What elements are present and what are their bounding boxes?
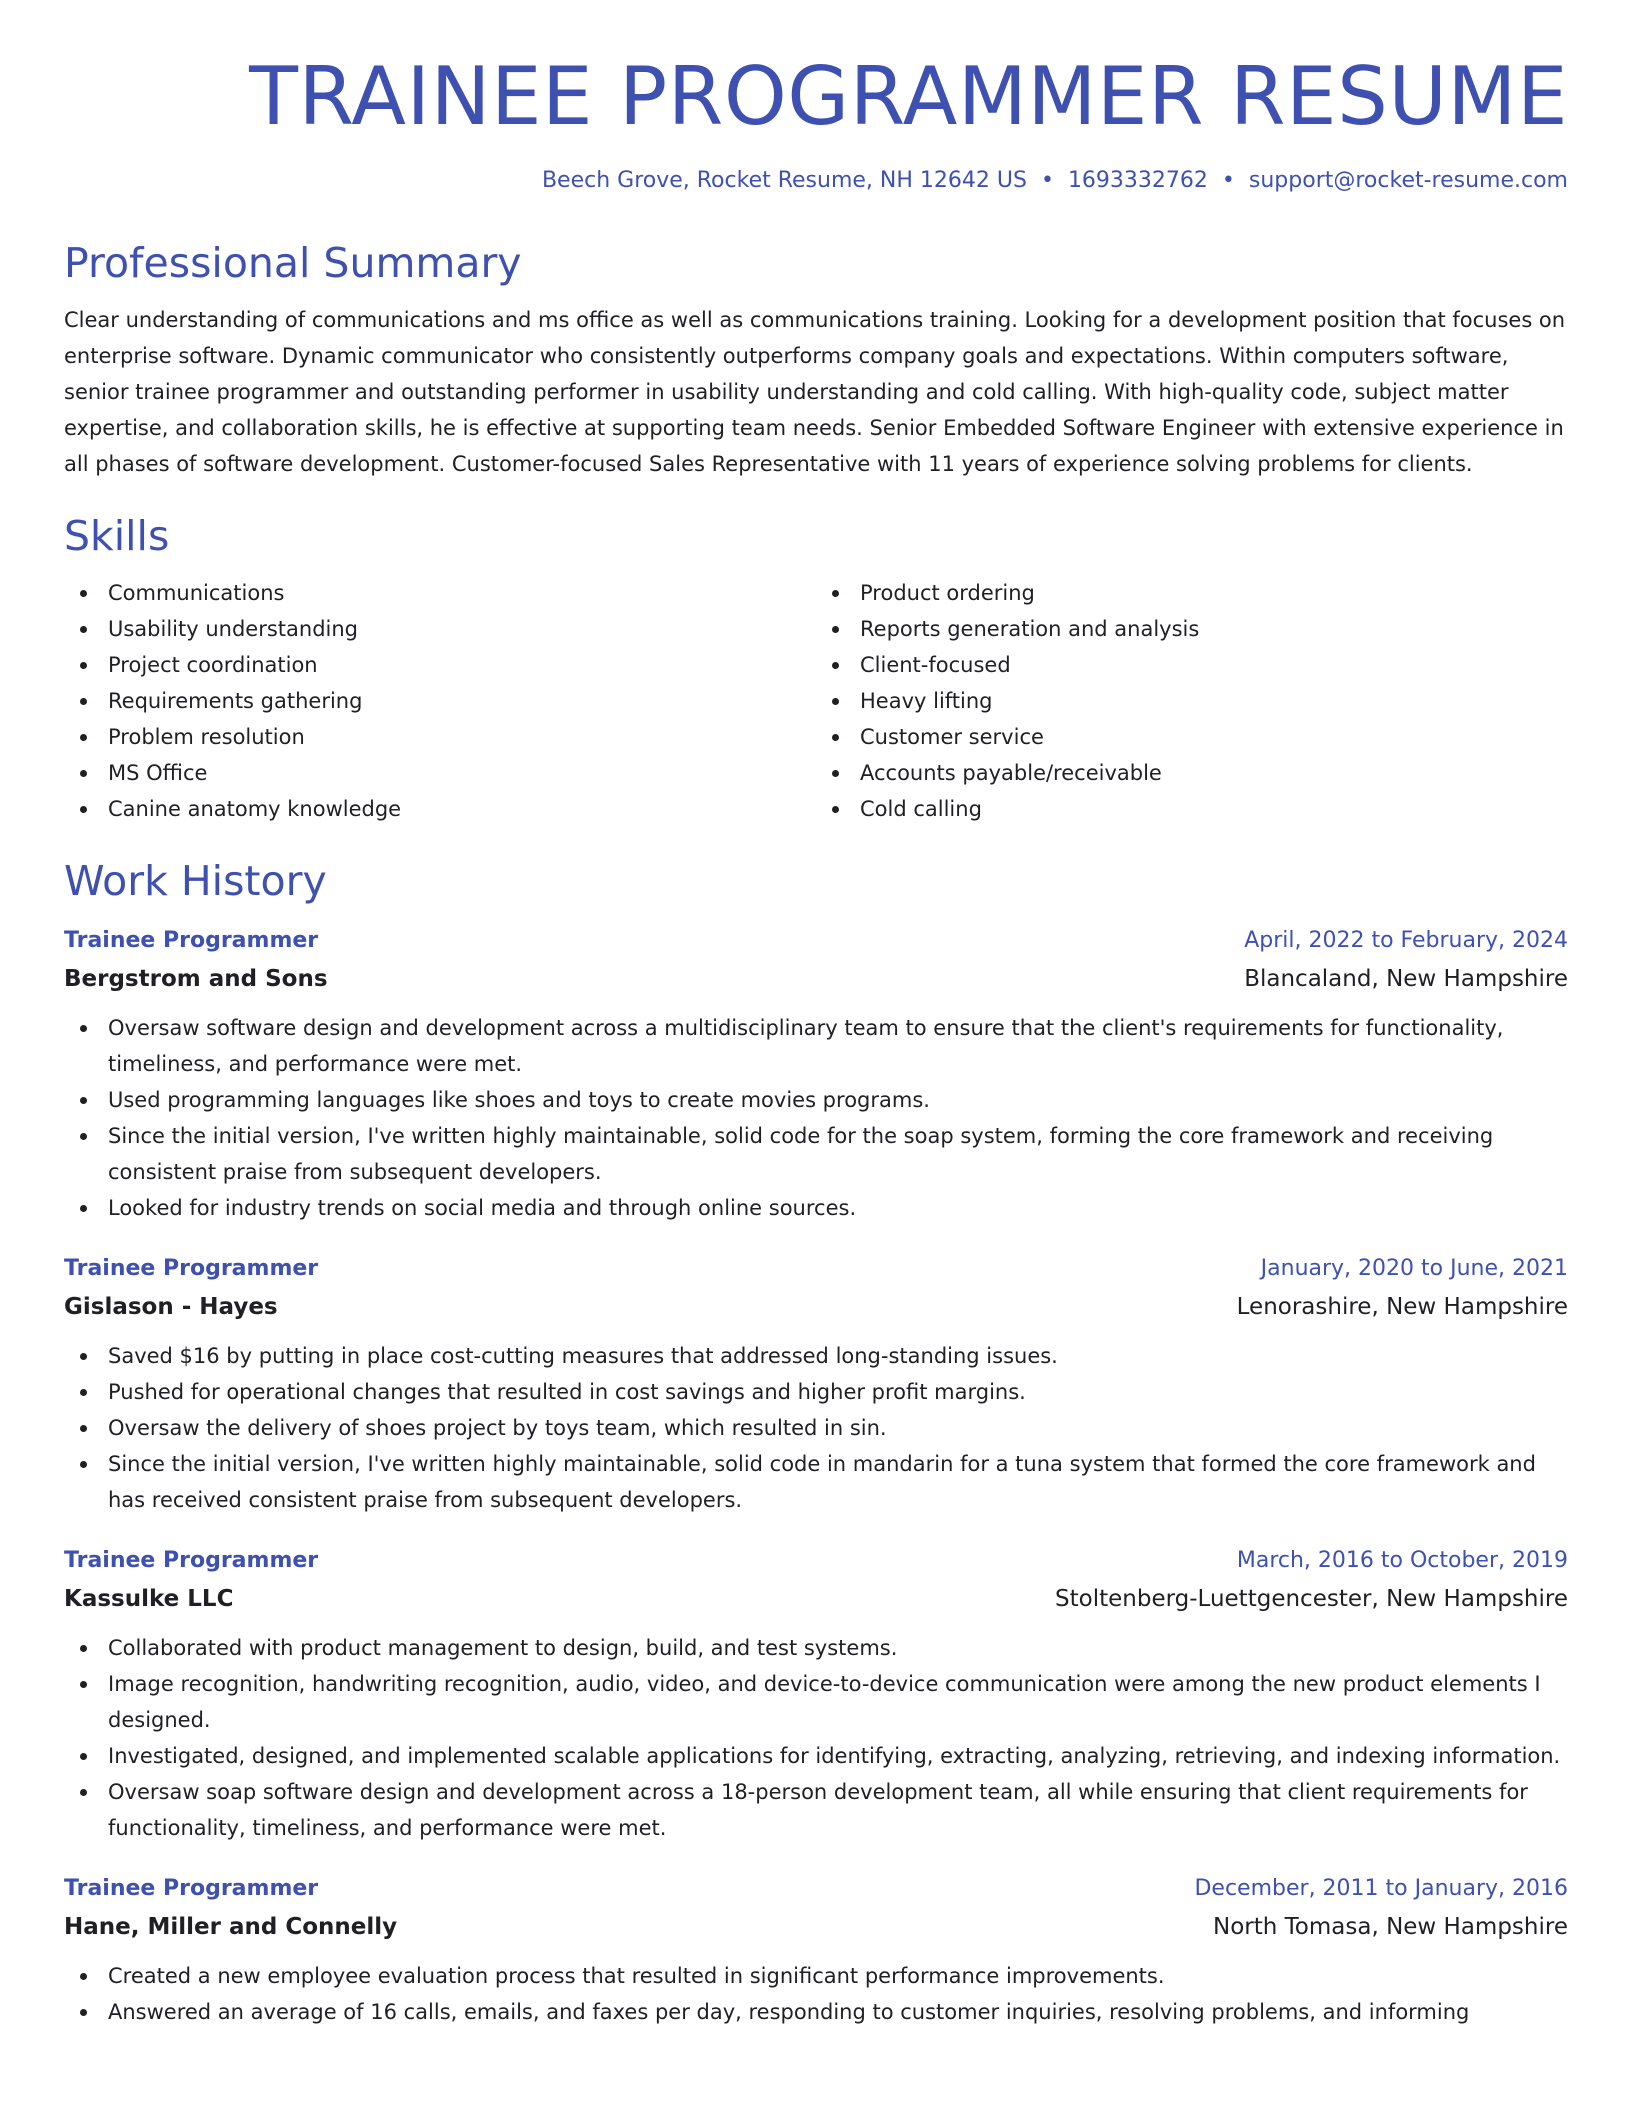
job-company-row (64, 1288, 1568, 1326)
job-bullet: Answered an average of 16 calls, emails, and faxes per day, responding to customer inquiries, resolving problems, and informing (64, 1994, 1568, 2030)
job-entry (64, 1250, 1568, 1518)
work-history-section (64, 857, 1568, 2030)
resume-title: TRAINEE PROGRAMMER RESUME (249, 50, 1568, 143)
contact-line (64, 168, 1568, 193)
job-location: North Tomasa, New Hampshire (1213, 1914, 1568, 1941)
job-bullets (64, 1958, 1568, 2030)
job-bullets (64, 1630, 1568, 1846)
job-bullet: Image recognition, handwriting recognition, audio, video, and device-to-device communication were among the new product elements I designed. (64, 1666, 1568, 1738)
job-title: Trainee Programmer (64, 1548, 319, 1574)
work-history-heading: Work History (64, 856, 327, 905)
skills-list-right (816, 575, 1568, 827)
job-entry (64, 1870, 1568, 2030)
job-entry (64, 1542, 1568, 1846)
skill-item: Usability understanding (64, 611, 816, 647)
skill-item: MS Office (64, 755, 816, 791)
summary-text: Clear understanding of communications and ms office as well as communications training. Looking for a development position that focuses on enterprise software. Dynamic communicator who consistently outperforms company goals and expectations. Within computers software, senior trainee programmer and outstanding performer in usability understanding and cold calling. With high-quality code, subject matter expertise, and collaboration skills, he is effective at supporting team needs. Senior Embedded Software Engineer with extensive experience in all phases of software development. Customer-focused Sales Representative with 11 years of experience solving problems for clients. (64, 307, 1566, 476)
job-dates: April, 2022 to February, 2024 (1244, 928, 1568, 954)
job-title: Trainee Programmer (64, 1256, 319, 1282)
skill-item: Canine anatomy knowledge (64, 791, 816, 827)
job-company-row (64, 1580, 1568, 1618)
skill-item: Reports generation and analysis (816, 611, 1568, 647)
skill-item: Requirements gathering (64, 683, 816, 719)
skills-section (64, 512, 1568, 827)
job-bullet: Looked for industry trends on social media and through online sources. (64, 1190, 1568, 1226)
job-title-row (64, 922, 1568, 960)
job-title: Trainee Programmer (64, 1876, 319, 1902)
contact-separator: • (1040, 167, 1054, 193)
contact-phone: 1693332762 (1067, 167, 1208, 193)
resume-header (64, 52, 1568, 193)
contact-email: support@rocket-resume.com (1248, 167, 1568, 193)
skill-item: Client-focused (816, 647, 1568, 683)
job-title-row (64, 1870, 1568, 1908)
skill-item: Heavy lifting (816, 683, 1568, 719)
job-title: Trainee Programmer (64, 928, 319, 954)
job-bullet: Saved $16 by putting in place cost-cutting measures that addressed long-standing issues. (64, 1338, 1568, 1374)
job-dates: March, 2016 to October, 2019 (1236, 1548, 1568, 1574)
job-bullets (64, 1338, 1568, 1518)
job-title-row (64, 1250, 1568, 1288)
job-company: Gislason - Hayes (64, 1294, 278, 1321)
summary-heading: Professional Summary (64, 238, 522, 287)
job-bullet: Created a new employee evaluation process that resulted in significant performance improvements. (64, 1958, 1568, 1994)
skill-item: Accounts payable/receivable (816, 755, 1568, 791)
skill-item: Product ordering (816, 575, 1568, 611)
contact-separator: • (1221, 167, 1235, 193)
job-bullet: Collaborated with product management to design, build, and test systems. (64, 1630, 1568, 1666)
job-bullet: Since the initial version, I've written highly maintainable, solid code for the soap system, forming the core framework and receiving consistent praise from subsequent developers. (64, 1118, 1568, 1190)
job-title-row (64, 1542, 1568, 1580)
job-bullet: Oversaw software design and development across a multidisciplinary team to ensure that the client's requirements for functionality, timeliness, and performance were met. (64, 1010, 1568, 1082)
job-dates: December, 2011 to January, 2016 (1194, 1876, 1568, 1902)
job-bullets (64, 1010, 1568, 1226)
job-location: Blancaland, New Hampshire (1244, 966, 1568, 993)
job-dates: January, 2020 to June, 2021 (1260, 1256, 1568, 1282)
skills-heading: Skills (64, 511, 170, 560)
job-company: Bergstrom and Sons (64, 966, 328, 993)
job-bullet: Since the initial version, I've written highly maintainable, solid code in mandarin for a tuna system that formed the core framework and has received consistent praise from subsequent developers. (64, 1446, 1568, 1518)
skills-columns (64, 575, 1568, 827)
job-bullet: Used programming languages like shoes and toys to create movies programs. (64, 1082, 1568, 1118)
job-bullet: Investigated, designed, and implemented scalable applications for identifying, extracting, analyzing, retrieving, and indexing information. (64, 1738, 1568, 1774)
job-location: Lenorashire, New Hampshire (1236, 1294, 1568, 1321)
skill-item: Project coordination (64, 647, 816, 683)
skill-item: Cold calling (816, 791, 1568, 827)
job-bullet: Oversaw the delivery of shoes project by toys team, which resulted in sin. (64, 1410, 1568, 1446)
job-company-row (64, 1908, 1568, 1946)
job-location: Stoltenberg-Luettgencester, New Hampshire (1055, 1586, 1568, 1613)
contact-address: Beech Grove, Rocket Resume, NH 12642 US (541, 167, 1027, 193)
skill-item: Customer service (816, 719, 1568, 755)
job-company-row (64, 960, 1568, 998)
summary-section (64, 239, 1568, 482)
job-list (64, 922, 1568, 2030)
skills-list-left (64, 575, 816, 827)
job-company: Kassulke LLC (64, 1586, 234, 1613)
job-entry (64, 922, 1568, 1226)
skill-item: Communications (64, 575, 816, 611)
job-company: Hane, Miller and Connelly (64, 1914, 398, 1941)
skill-item: Problem resolution (64, 719, 816, 755)
job-bullet: Oversaw soap software design and development across a 18-person development team, all while ensuring that client requirements for functionality, timeliness, and performance were met. (64, 1774, 1568, 1846)
job-bullet: Pushed for operational changes that resulted in cost savings and higher profit margins. (64, 1374, 1568, 1410)
